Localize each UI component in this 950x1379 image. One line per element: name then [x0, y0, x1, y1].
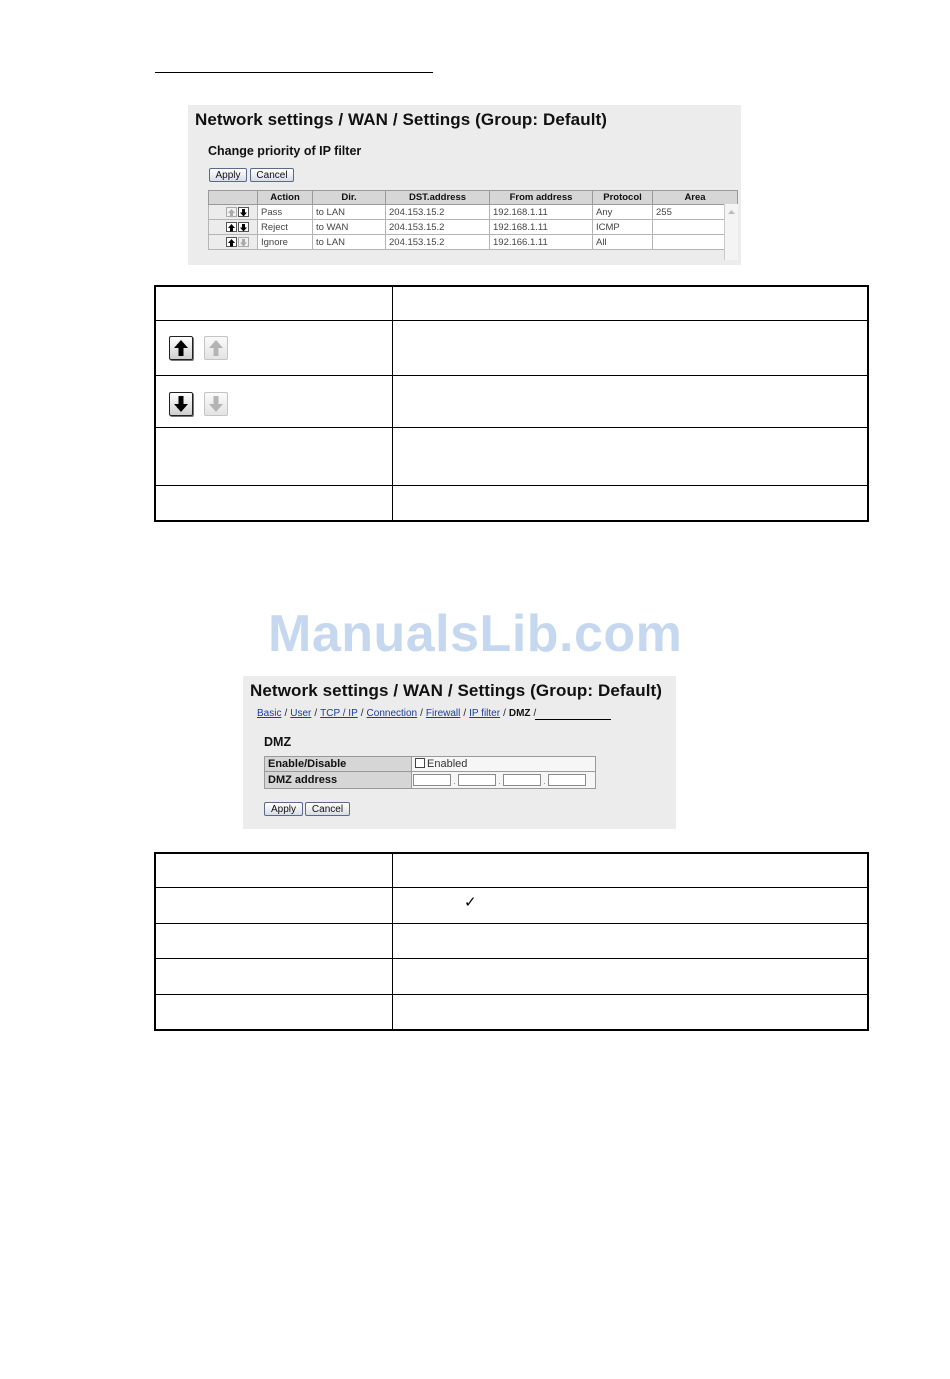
dmz-enable-row: [265, 757, 596, 772]
cell-dst-address: 204.153.15.2: [386, 220, 490, 235]
cell-from-address: 192.168.1.11: [490, 220, 593, 235]
arrow-up-icon: [169, 336, 193, 360]
table-divider: [155, 887, 868, 888]
cancel-button[interactable]: Cancel: [250, 168, 294, 182]
move-down-button[interactable]: [238, 222, 249, 232]
arrow-up-icon: [227, 208, 236, 217]
ip-filter-table: [208, 190, 738, 250]
ip-filter-subtitle: Change priority of IP filter: [208, 144, 362, 158]
arrow-up-icon: [227, 238, 236, 247]
cell-action: Reject: [258, 220, 313, 235]
dmz-apply-button[interactable]: Apply: [264, 802, 303, 816]
top-rule: [155, 72, 433, 73]
breadcrumb-blank: [535, 719, 611, 720]
arrow-down-disabled-icon: [204, 392, 228, 416]
col-header-protocol: Protocol: [593, 191, 653, 205]
dmz-cancel-button[interactable]: Cancel: [305, 802, 350, 816]
table-divider: [155, 375, 868, 376]
table-divider: [155, 485, 868, 486]
ip-separator: .: [543, 777, 546, 787]
table-divider: [155, 427, 868, 428]
enabled-checkbox[interactable]: [415, 758, 425, 768]
ip-filter-panel-title: Network settings / WAN / Settings (Group: Default): [195, 110, 608, 129]
breadcrumb-separator: /: [360, 708, 364, 719]
cell-action: Pass: [258, 205, 313, 220]
dmz-section-title: DMZ: [264, 735, 292, 749]
breadcrumb-separator: /: [314, 708, 318, 719]
enable-cell: [412, 757, 596, 772]
breadcrumb-item-ip-filter[interactable]: IP filter: [469, 708, 501, 719]
table-row: [209, 235, 738, 250]
breadcrumb-separator: /: [533, 708, 537, 719]
table-scrollbar[interactable]: [724, 204, 738, 260]
col-header-action: Action: [258, 191, 313, 205]
enabled-checkbox-label: Enabled: [427, 758, 468, 770]
cell-action: Ignore: [258, 235, 313, 250]
arrow-up-disabled-icon: [204, 336, 228, 360]
breadcrumb-item-basic[interactable]: Basic: [257, 708, 282, 719]
ip-separator: .: [453, 777, 456, 787]
cell-from-address: 192.168.1.11: [490, 205, 593, 220]
ip-filter-header-row: [209, 191, 738, 205]
arrow-up-icon: [227, 223, 236, 232]
enable-disable-label: Enable/Disable: [265, 757, 412, 772]
col-header-reorder: [209, 191, 258, 205]
breadcrumb-separator: /: [284, 708, 288, 719]
cell-protocol: All: [593, 235, 653, 250]
reorder-cell: [209, 220, 258, 235]
move-up-button[interactable]: [226, 237, 237, 247]
breadcrumb-item-tcp-ip[interactable]: TCP / IP: [320, 708, 358, 719]
reorder-cell: [209, 235, 258, 250]
dmz-address-row: [265, 772, 596, 789]
breadcrumb: [257, 708, 539, 719]
cell-from-address: 192.166.1.11: [490, 235, 593, 250]
col-header-from-address: From address: [490, 191, 593, 205]
breadcrumb-item-connection[interactable]: Connection: [366, 708, 418, 719]
cell-dir: to LAN: [313, 205, 386, 220]
breadcrumb-separator: /: [503, 708, 506, 719]
cell-protocol: ICMP: [593, 220, 653, 235]
checkmark-icon: ✓: [464, 893, 477, 911]
dmz-ip-octet-2-input[interactable]: [458, 774, 496, 786]
dmz-address-cell: [412, 772, 596, 789]
col-header-area: Area: [653, 191, 738, 205]
breadcrumb-item-user[interactable]: User: [290, 708, 312, 719]
ip-separator: .: [498, 777, 501, 787]
cell-area: 255: [653, 205, 738, 220]
arrow-down-icon: [169, 392, 193, 416]
col-header-dst-address: DST.address: [386, 191, 490, 205]
move-up-button[interactable]: [226, 222, 237, 232]
table-divider: [155, 320, 868, 321]
dmz-panel-title: Network settings / WAN / Settings (Group: Default): [250, 681, 663, 700]
move-down-button[interactable]: [238, 237, 249, 247]
cell-protocol: Any: [593, 205, 653, 220]
dmz-address-label: DMZ address: [265, 772, 412, 789]
breadcrumb-separator: /: [420, 708, 423, 719]
cell-dst-address: 204.153.15.2: [386, 235, 490, 250]
scroll-up-icon: [725, 207, 738, 217]
dmz-ip-octet-4-input[interactable]: [548, 774, 586, 786]
dmz-ip-octet-3-input[interactable]: [503, 774, 541, 786]
cell-dst-address: 204.153.15.2: [386, 205, 490, 220]
table-divider: [392, 853, 393, 1030]
breadcrumb-separator: /: [463, 708, 467, 719]
cell-dir: to LAN: [313, 235, 386, 250]
watermark: ManualsLib.com: [268, 605, 683, 663]
move-up-button[interactable]: [226, 207, 237, 217]
arrow-down-icon: [239, 238, 248, 247]
table-row: [209, 220, 738, 235]
arrow-down-icon: [239, 208, 248, 217]
dmz-description-table: [154, 852, 869, 1031]
col-header-dir: Dir.: [313, 191, 386, 205]
reorder-cell: [209, 205, 258, 220]
table-divider: [155, 923, 868, 924]
table-divider: [155, 958, 868, 959]
breadcrumb-item-dmz: DMZ: [508, 708, 531, 719]
apply-button[interactable]: Apply: [209, 168, 247, 182]
move-down-button[interactable]: [238, 207, 249, 217]
table-row: [209, 205, 738, 220]
arrow-down-icon: [239, 223, 248, 232]
dmz-ip-octet-1-input[interactable]: [413, 774, 451, 786]
dmz-settings-table: [264, 756, 596, 789]
cell-dir: to WAN: [313, 220, 386, 235]
table-divider: [155, 994, 868, 995]
breadcrumb-item-firewall[interactable]: Firewall: [425, 708, 461, 719]
